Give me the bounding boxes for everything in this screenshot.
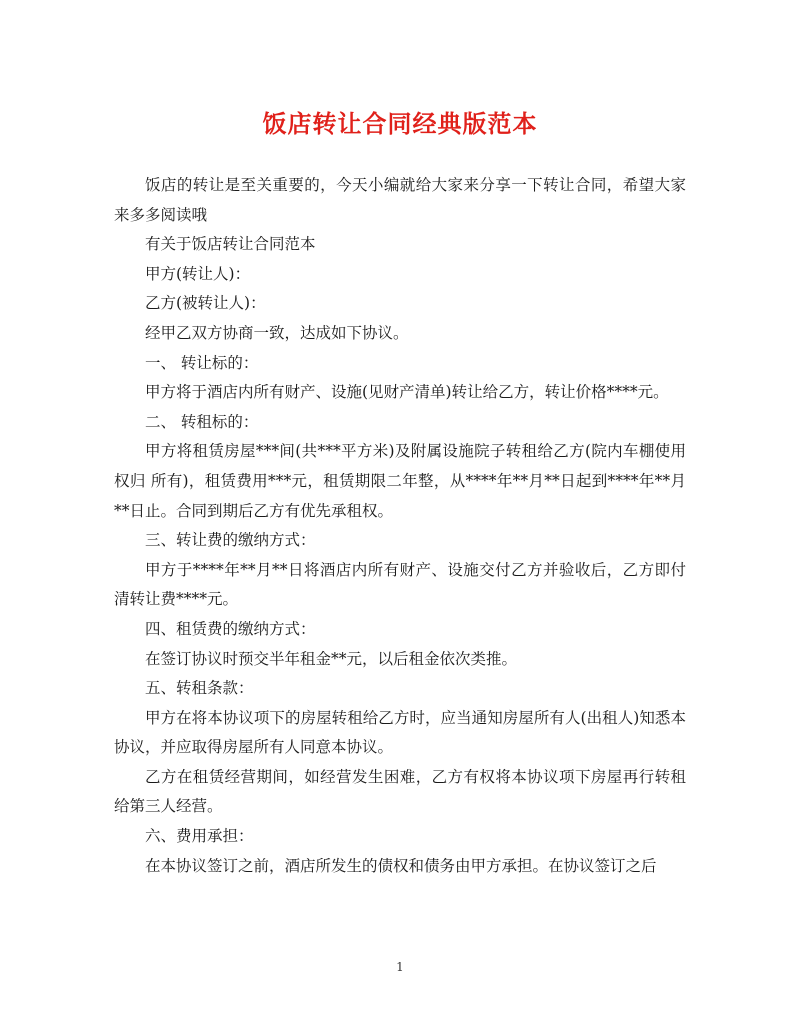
paragraph-cost-bearing: 在本协议签订之前，酒店所发生的债权和债务由甲方承担。在协议签订之后	[145, 856, 657, 875]
paragraph-agreement: 经甲乙双方协商一致，达成如下协议。	[145, 323, 409, 342]
paragraph-subtitle: 有关于饭店转让合同范本	[145, 235, 316, 254]
paragraph-intro: 饭店的转让是至关重要的，今天小编就给大家来分享一下转让合同，希望大家来多多阅读哦	[114, 176, 686, 224]
section-heading-1: 一、 转让标的：	[145, 353, 259, 372]
paragraph-sublease-notice: 甲方在将本协议项下的房屋转租给乙方时，应当通知房屋所有人(出租人)知悉本协议，并应取得房屋所有人同意本协议。	[114, 708, 686, 757]
paragraph-rent-payment: 在签订协议时预交半年租金**元，以后租金依次类推。	[145, 649, 518, 668]
paragraph-sublease-object: 甲方将租赁房屋***间(共***平方米)及附属设施院子转租给乙方(院内车棚使用权归 所有)，租赁费用***元，租赁期限二年整，从****年**月**日起到****年**月**日止。合同到期后乙方有优先承租权。	[114, 442, 686, 520]
document-title: 饭店转让合同经典版范本	[262, 109, 538, 138]
paragraph-party-a: 甲方(转让人)：	[145, 264, 251, 283]
page-number: 1	[396, 960, 404, 974]
section-heading-5: 五、转租条款：	[145, 679, 254, 698]
paragraph-sublease-right: 乙方在租赁经营期间，如经营发生困难，乙方有权将本协议项下房屋再行转租给第三人经营。	[114, 767, 686, 816]
paragraph-transfer-fee: 甲方于****年**月**日将酒店内所有财产、设施交付乙方并验收后，乙方即付清转让费****元。	[114, 560, 686, 609]
section-heading-2: 二、 转租标的：	[145, 412, 259, 431]
section-heading-3: 三、转让费的缴纳方式：	[145, 531, 316, 550]
document-body	[114, 171, 686, 881]
section-heading-6: 六、费用承担：	[145, 827, 254, 846]
section-heading-4: 四、租赁费的缴纳方式：	[145, 619, 316, 638]
paragraph-party-b: 乙方(被转让人)：	[145, 294, 266, 313]
paragraph-transfer-object: 甲方将于酒店内所有财产、设施(见财产清单)转让给乙方，转让价格****元。	[145, 383, 669, 402]
